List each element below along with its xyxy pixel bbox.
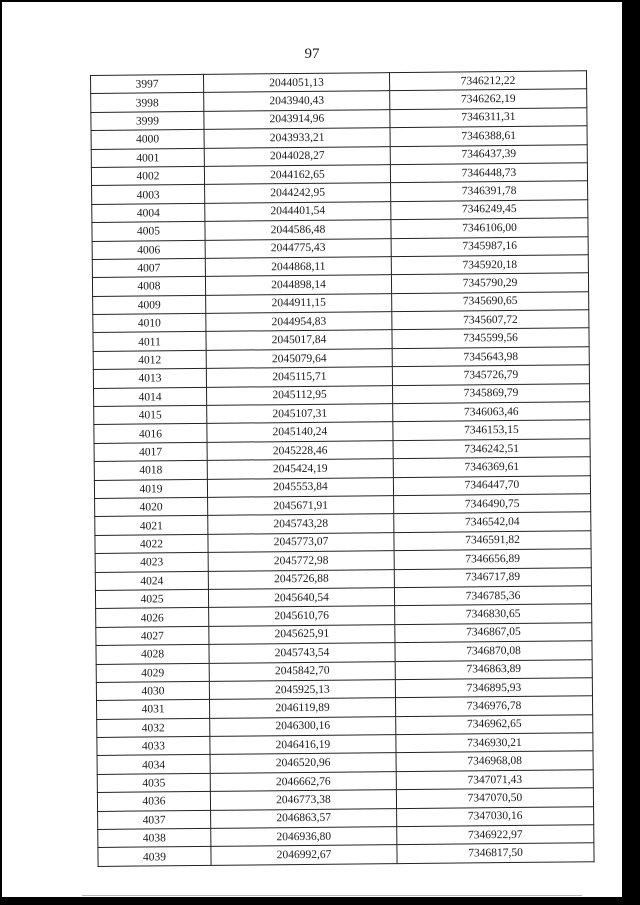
point-number-cell: 4030	[96, 681, 209, 700]
y-coordinate-cell: 7346249,45	[391, 199, 588, 219]
x-coordinate-cell: 2044868,11	[205, 257, 391, 277]
x-coordinate-cell: 2046992,67	[211, 845, 397, 865]
y-coordinate-cell: 7346490,75	[394, 494, 591, 514]
point-number-cell: 4031	[97, 700, 210, 719]
x-coordinate-cell: 2045671,91	[208, 496, 394, 516]
y-coordinate-cell: 7346542,04	[394, 512, 591, 532]
x-coordinate-cell: 2045726,88	[208, 569, 394, 589]
y-coordinate-cell: 7345920,18	[391, 255, 588, 275]
point-number-cell: 4028	[96, 644, 209, 663]
point-number-cell: 4019	[94, 479, 207, 498]
y-coordinate-cell: 7346242,51	[393, 439, 590, 459]
x-coordinate-cell: 2044028,27	[204, 146, 390, 166]
y-coordinate-cell: 7346717,89	[394, 567, 591, 587]
y-coordinate-cell: 7346262,19	[390, 89, 587, 109]
point-number-cell: 4000	[91, 130, 204, 149]
x-coordinate-cell: 2045553,84	[207, 477, 393, 497]
y-coordinate-cell: 7345599,56	[392, 328, 589, 348]
point-number-cell: 4002	[91, 166, 204, 185]
y-coordinate-cell: 7346870,08	[395, 641, 592, 661]
y-coordinate-cell: 7346447,70	[393, 475, 590, 495]
point-number-cell: 4027	[96, 626, 209, 645]
x-coordinate-cell: 2046936,80	[211, 827, 397, 847]
coordinates-table-body	[91, 71, 595, 867]
scan-edge-line	[82, 895, 582, 896]
point-number-cell: 4011	[93, 332, 206, 351]
x-coordinate-cell: 2045773,07	[208, 532, 394, 552]
point-number-cell: 4017	[94, 442, 207, 461]
x-coordinate-cell: 2044162,65	[204, 165, 390, 185]
y-coordinate-cell: 7346437,39	[390, 144, 587, 164]
point-number-cell: 4035	[97, 773, 210, 792]
point-number-cell: 4026	[96, 608, 209, 627]
y-coordinate-cell: 7346311,31	[390, 108, 587, 128]
point-number-cell: 4022	[95, 534, 208, 553]
point-number-cell: 3999	[91, 111, 204, 130]
document-page	[2, 2, 622, 897]
x-coordinate-cell: 2044775,43	[205, 238, 391, 258]
point-number-cell: 4014	[94, 387, 207, 406]
point-number-cell: 4001	[91, 148, 204, 167]
y-coordinate-cell: 7346867,05	[395, 622, 592, 642]
y-coordinate-cell: 7347071,43	[396, 770, 593, 790]
y-coordinate-cell: 7346962,65	[396, 714, 593, 734]
y-coordinate-cell: 7345690,65	[392, 291, 589, 311]
point-number-cell: 4012	[93, 350, 206, 369]
point-number-cell: 4008	[92, 277, 205, 296]
y-coordinate-cell: 7346153,15	[393, 420, 590, 440]
page-number: 97	[304, 46, 320, 62]
x-coordinate-cell: 2045925,13	[209, 679, 395, 699]
point-number-cell: 4009	[93, 295, 206, 314]
y-coordinate-cell: 7346817,50	[397, 843, 594, 863]
y-coordinate-cell: 7345607,72	[392, 310, 589, 330]
y-coordinate-cell: 7346895,93	[395, 678, 592, 698]
point-number-cell: 4033	[97, 736, 210, 755]
x-coordinate-cell: 2045772,98	[208, 551, 394, 571]
x-coordinate-cell: 2043940,43	[204, 91, 390, 111]
x-coordinate-cell: 2043914,96	[204, 109, 390, 129]
y-coordinate-cell: 7346863,89	[395, 659, 592, 679]
point-number-cell: 4036	[97, 792, 210, 811]
point-number-cell: 4032	[97, 718, 210, 737]
point-number-cell: 4004	[92, 203, 205, 222]
y-coordinate-cell: 7346922,97	[397, 825, 594, 845]
y-coordinate-cell: 7346106,00	[391, 218, 588, 238]
x-coordinate-cell: 2045079,64	[206, 348, 392, 368]
x-coordinate-cell: 2046416,19	[210, 735, 396, 755]
x-coordinate-cell: 2044911,15	[206, 293, 392, 313]
point-number-cell: 4003	[92, 185, 205, 204]
y-coordinate-cell: 7347070,50	[396, 788, 593, 808]
x-coordinate-cell: 2045743,28	[208, 514, 394, 534]
y-coordinate-cell: 7346063,46	[393, 402, 590, 422]
point-number-cell: 4020	[95, 497, 208, 516]
y-coordinate-cell: 7345643,98	[392, 347, 589, 367]
x-coordinate-cell: 2044898,14	[205, 275, 391, 295]
y-coordinate-cell: 7345869,79	[392, 383, 589, 403]
x-coordinate-cell: 2044242,95	[205, 183, 391, 203]
y-coordinate-cell: 7346930,21	[396, 733, 593, 753]
x-coordinate-cell: 2046520,96	[210, 753, 396, 773]
x-coordinate-cell: 2045610,76	[209, 606, 395, 626]
x-coordinate-cell: 2044954,83	[206, 312, 392, 332]
y-coordinate-cell: 7346656,89	[394, 549, 591, 569]
y-coordinate-cell: 7346391,78	[391, 181, 588, 201]
y-coordinate-cell: 7346968,08	[396, 751, 593, 771]
point-number-cell: 4038	[98, 828, 211, 847]
x-coordinate-cell: 2045112,95	[207, 385, 393, 405]
x-coordinate-cell: 2044051,13	[203, 73, 389, 93]
x-coordinate-cell: 2045228,46	[207, 440, 393, 460]
point-number-cell: 4015	[94, 405, 207, 424]
point-number-cell: 4024	[95, 571, 208, 590]
x-coordinate-cell: 2046300,16	[210, 716, 396, 736]
x-coordinate-cell: 2045640,54	[208, 588, 394, 608]
x-coordinate-cell: 2045424,19	[207, 459, 393, 479]
point-number-cell: 4010	[93, 313, 206, 332]
y-coordinate-cell: 7345790,29	[391, 273, 588, 293]
y-coordinate-cell: 7346591,82	[394, 530, 591, 550]
x-coordinate-cell: 2043933,21	[204, 128, 390, 148]
coordinates-table	[90, 70, 595, 867]
y-coordinate-cell: 7345987,16	[391, 236, 588, 256]
point-number-cell: 4023	[95, 553, 208, 572]
x-coordinate-cell: 2046662,76	[210, 771, 396, 791]
x-coordinate-cell: 2045140,24	[207, 422, 393, 442]
point-number-cell: 3998	[91, 93, 204, 112]
x-coordinate-cell: 2045625,91	[209, 624, 395, 644]
x-coordinate-cell: 2046863,57	[211, 808, 397, 828]
point-number-cell: 4025	[95, 589, 208, 608]
coordinates-table-wrapper	[90, 70, 594, 867]
point-number-cell: 4006	[92, 240, 205, 259]
y-coordinate-cell: 7345726,79	[392, 365, 589, 385]
point-number-cell: 4016	[94, 424, 207, 443]
y-coordinate-cell: 7346212,22	[389, 71, 586, 91]
x-coordinate-cell: 2046119,89	[210, 698, 396, 718]
y-coordinate-cell: 7347030,16	[397, 806, 594, 826]
point-number-cell: 4007	[92, 258, 205, 277]
x-coordinate-cell: 2045743,54	[209, 643, 395, 663]
x-coordinate-cell: 2045115,71	[206, 367, 392, 387]
x-coordinate-cell: 2044586,48	[205, 220, 391, 240]
x-coordinate-cell: 2045842,70	[209, 661, 395, 681]
y-coordinate-cell: 7346448,73	[390, 163, 587, 183]
point-number-cell: 4037	[98, 810, 211, 829]
point-number-cell: 4018	[94, 461, 207, 480]
point-number-cell: 4005	[92, 222, 205, 241]
x-coordinate-cell: 2045017,84	[206, 330, 392, 350]
y-coordinate-cell: 7346785,36	[394, 586, 591, 606]
table-row	[98, 843, 594, 866]
y-coordinate-cell: 7346388,61	[390, 126, 587, 146]
x-coordinate-cell: 2044401,54	[205, 201, 391, 221]
x-coordinate-cell: 2046773,38	[210, 790, 396, 810]
point-number-cell: 4029	[96, 663, 209, 682]
point-number-cell: 4013	[93, 369, 206, 388]
y-coordinate-cell: 7346369,61	[393, 457, 590, 477]
y-coordinate-cell: 7346976,78	[395, 696, 592, 716]
point-number-cell: 4034	[97, 755, 210, 774]
point-number-cell: 4039	[98, 847, 211, 866]
x-coordinate-cell: 2045107,31	[207, 404, 393, 424]
point-number-cell: 4021	[95, 516, 208, 535]
y-coordinate-cell: 7346830,65	[395, 604, 592, 624]
point-number-cell: 3997	[91, 74, 204, 93]
